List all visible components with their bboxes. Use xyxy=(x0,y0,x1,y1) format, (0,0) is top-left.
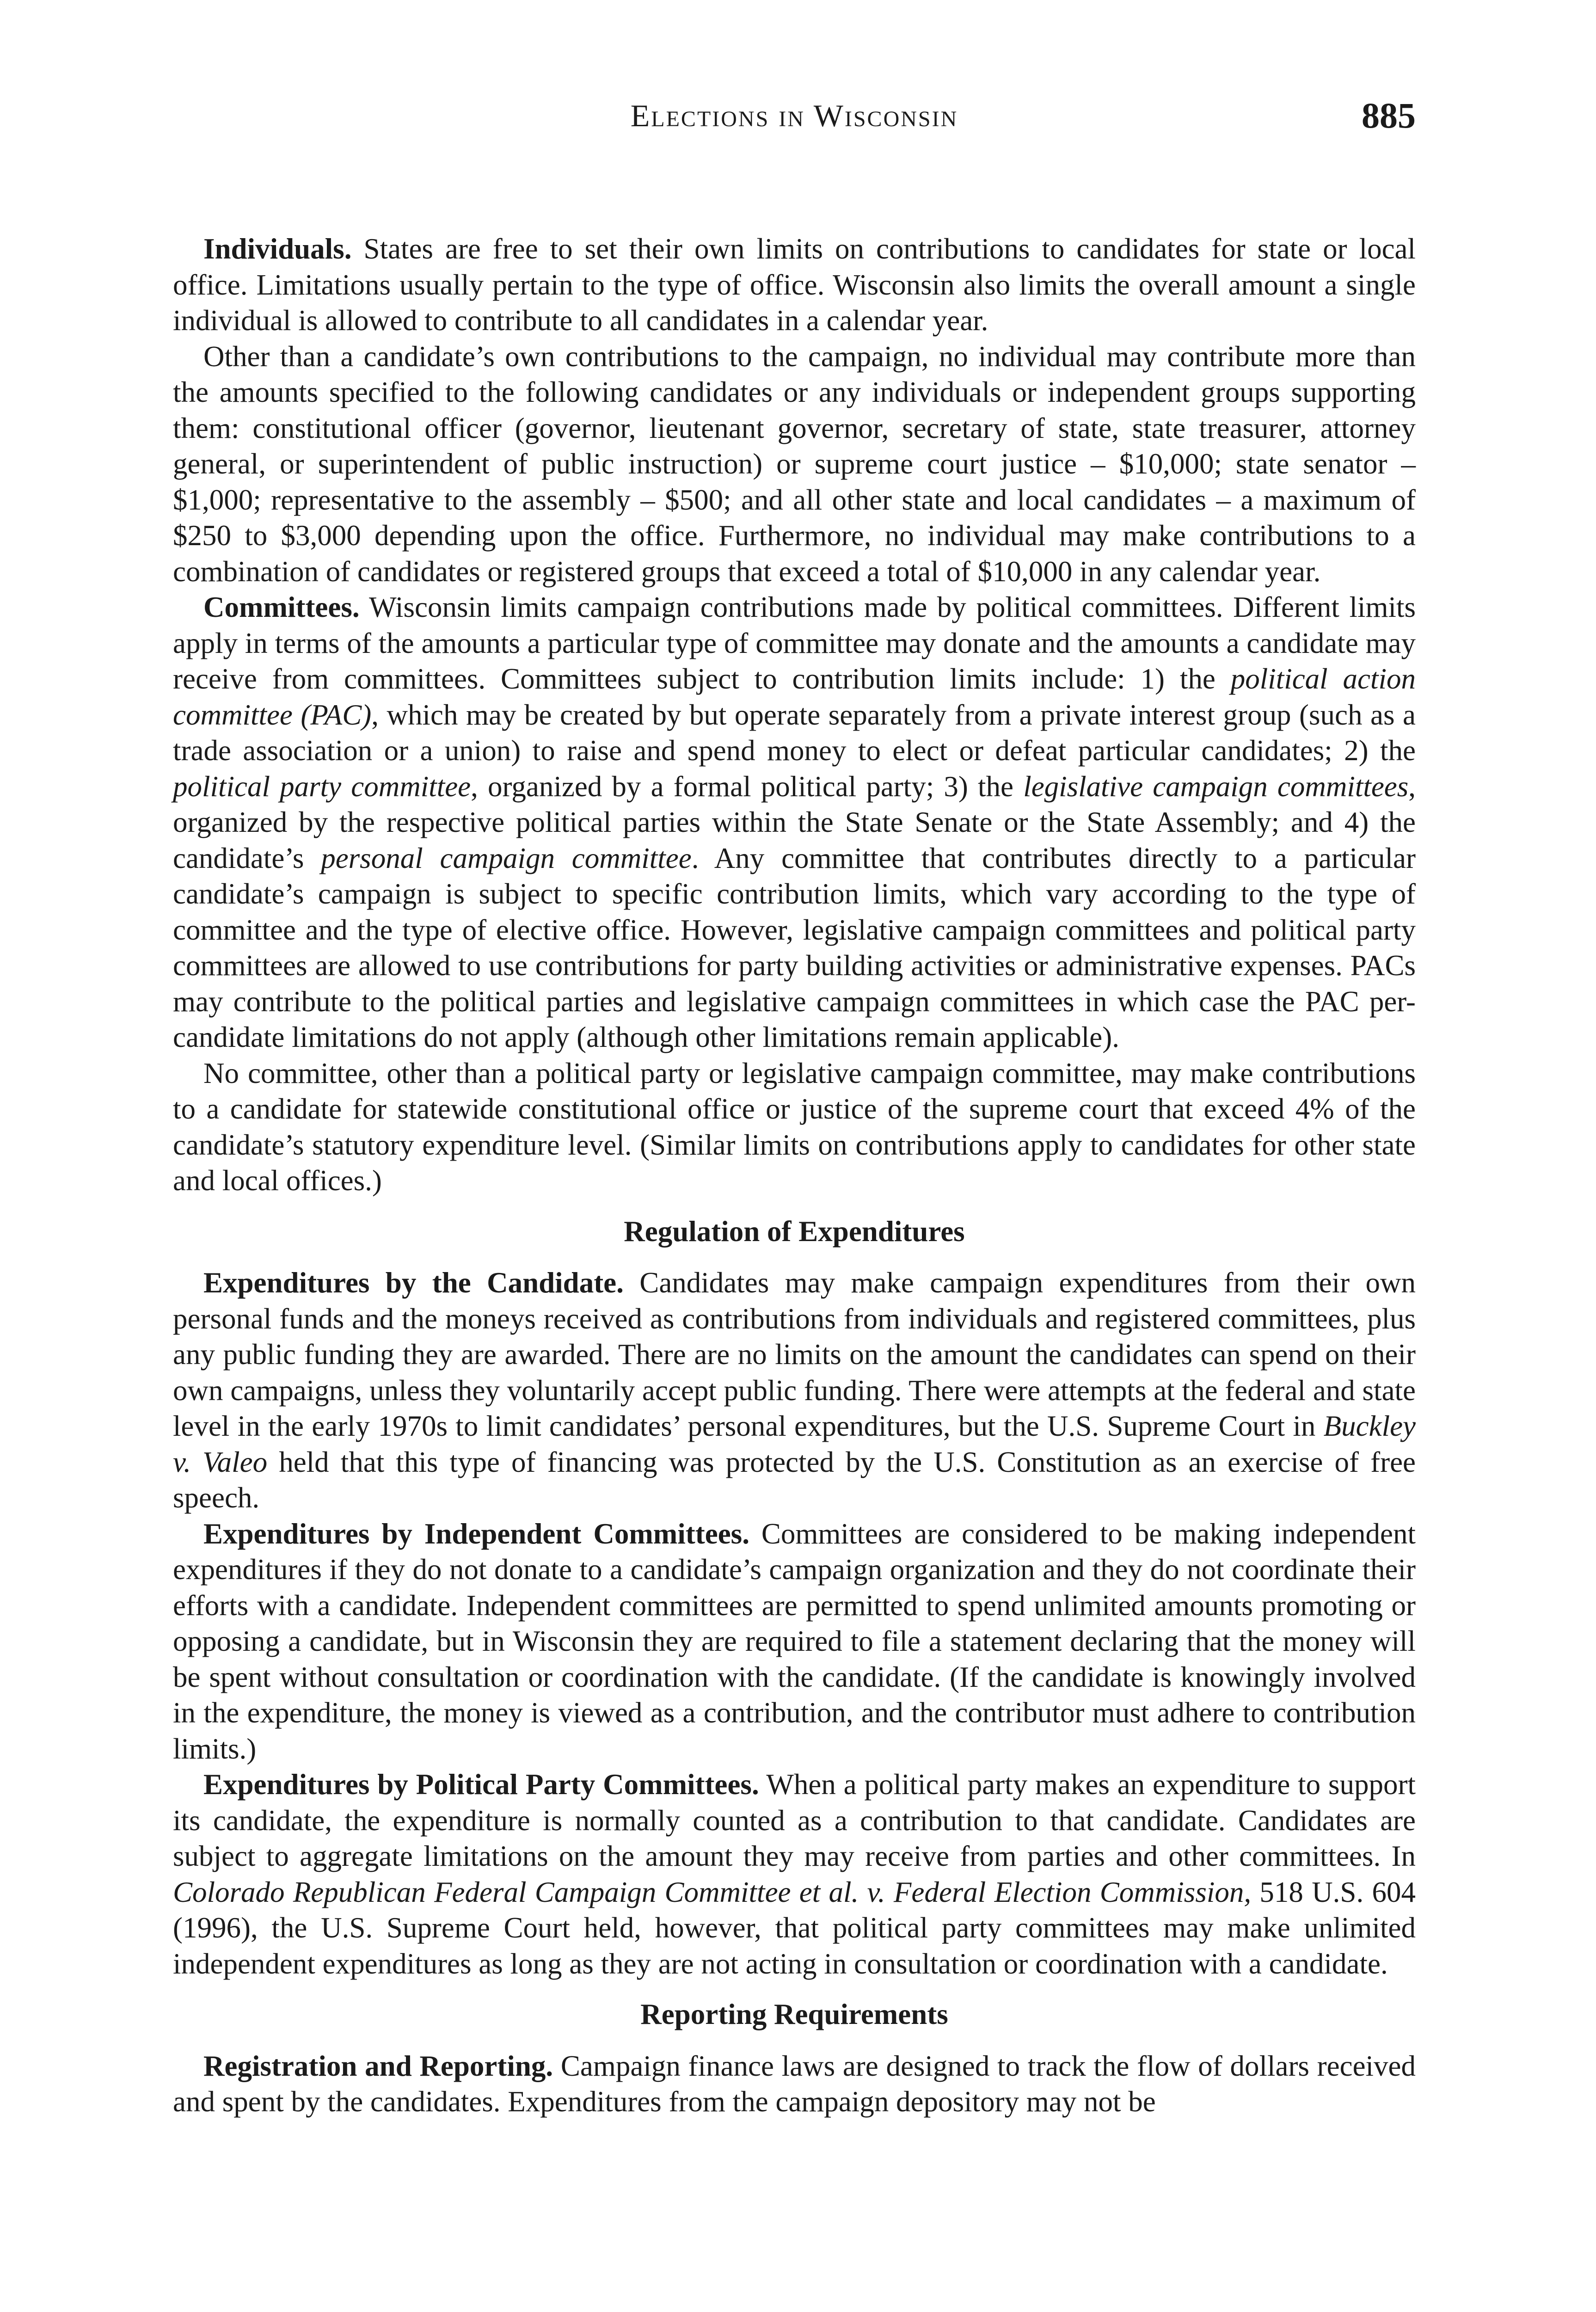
case-name: Colorado Republican Federal Campaign Committee et al. v. Federal Election Commission, xyxy=(173,1875,1252,1908)
paragraph-committee-limits xyxy=(173,1056,1416,1199)
paragraph-lead: Expenditures by the Candidate. xyxy=(203,1267,624,1299)
case-name: Buckley v. Valeo xyxy=(173,1410,1416,1478)
running-header xyxy=(173,90,1416,141)
paragraph-text: held that this type of financing was protected by the U.S. Constitution as an exercise of free speech. xyxy=(173,1445,1416,1514)
paragraph-text: States are free to set their own limits on contributions to candidates for state or local office. Limitations usually pertain to the type of office. Wisconsin also limits the overall amount a single individual is allowed to contribute to all candidates in a calendar year. xyxy=(173,233,1416,337)
paragraph-registration xyxy=(173,2048,1416,2120)
term-party-committee: political party committee xyxy=(173,770,471,803)
paragraph-lead: Expenditures by Independent Committees. xyxy=(203,1517,749,1550)
section-heading-reporting: Reporting Requirements xyxy=(640,1998,948,2030)
paragraph-expenditures-party xyxy=(173,1767,1416,1982)
paragraph-text: Committees are considered to be making independent expenditures if they do not donate to a candidate’s campaign organization and they do not coordinate their efforts with a candidate. Independent committees are permitted to spend unlimited amounts promoting or opposing a candidate, but in Wisconsin they are required to file a statement declaring that the money will be spent without consultation or coordination with the candidate. (If the candidate is knowingly involved in the expenditure, the money is viewed as a contribution, and the contributor must adhere to contribution limits.) xyxy=(173,1517,1416,1765)
term-legislative-committees: legislative campaign committees xyxy=(1023,770,1409,803)
paragraph-text: Wisconsin limits campaign contributions made by political committees. Different limits apply in terms of the amounts a particular type of committee may donate and the amounts a candidate may receive from committees. Committees subject to contribution limits include: 1) the xyxy=(173,591,1416,695)
running-title: Elections in Wisconsin xyxy=(630,98,958,133)
paragraph-text: Campaign finance laws are designed to track the flow of dollars received and spent by the candidates. Expenditures from the campaign depository may not be xyxy=(173,2049,1416,2118)
paragraph-text: Other than a candidate’s own contributions to the campaign, no individual may contribute more than the amounts specified to the following candidates or any individuals or independent groups supporting them: constitutional officer (governor, lieutenant governor, secretary of state, state treasurer, attorney general, or superintendent of public instruction) or supreme court justice – $10,000; state senator – $1,000; representative to the assembly – $500; and all other state and local candidates – a maximum of $250 to $3,000 depending upon the office. Furthermore, no individual may make contributions to a combination of candidates or registered groups that exceed a total of $10,000 in any calendar year. xyxy=(173,340,1416,588)
document-page xyxy=(173,0,1416,2312)
paragraph-text: , which may be created by but operate separately from a private interest group (such as a trade association or a union) to raise and spend money to elect or defeat particular candidates; 2) the xyxy=(173,698,1416,767)
section-heading-expenditures: Regulation of Expenditures xyxy=(624,1215,965,1248)
paragraph-lead: Expenditures by Political Party Committees. xyxy=(203,1768,759,1801)
body-text xyxy=(173,231,1416,2120)
paragraph-text: . Any committee that contributes directly to a particular candidate’s campaign is subject to specific contribution limits, which vary according to the type of committee and the type of elective office. However, legislative campaign committees and political party committees are allowed to use contributions for party building activities or administrative expenses. PACs may contribute to the political parties and legislative campaign committees in which case the PAC per-candidate limitations do not apply (although other limitations remain applicable). xyxy=(173,842,1416,1053)
term-personal-committee: personal campaign committee xyxy=(321,842,692,874)
paragraph-expenditures-candidate xyxy=(173,1265,1416,1516)
page-number: 885 xyxy=(1362,95,1416,135)
paragraph-lead: Committees. xyxy=(203,591,360,623)
paragraph-individual-limits xyxy=(173,339,1416,590)
paragraph-text: Candidates may make campaign expenditures from their own personal funds and the moneys received as contributions from individuals and registered committees, plus any public funding they are awarded. There are no limits on the amount the candidates can spend on their own campaigns, unless they voluntarily accept public funding. There were attempts at the federal and state level in the early 1970s to limit candidates’ personal expenditures, but the U.S. Supreme Court in xyxy=(173,1267,1416,1442)
term-pac: political action committee (PAC) xyxy=(173,663,1416,731)
paragraph-individuals xyxy=(173,231,1416,339)
paragraph-expenditures-independent xyxy=(173,1516,1416,1767)
paragraph-lead: Individuals. xyxy=(203,233,352,265)
paragraph-committees xyxy=(173,590,1416,1056)
paragraph-text: When a political party makes an expenditure to support its candidate, the expenditure is normally counted as a contribution to that candidate. Candidates are subject to aggregate limitations on the amount they may receive from parties and other committees. In xyxy=(173,1768,1416,1872)
paragraph-text: 518 U.S. 604 (1996), the U.S. Supreme Court held, however, that political party committees may make unlimited independent expenditures as long as they are not acting in consultation or coordination with a candidate. xyxy=(173,1875,1416,1980)
paragraph-text: No committee, other than a political party or legislative campaign committee, may make contributions to a candidate for statewide constitutional office or justice of the supreme court that exceed 4% of the candidate’s statutory expenditure level. (Similar limits on contributions apply to candidates for other state and local offices.) xyxy=(173,1057,1416,1197)
paragraph-text: , organized by the respective political parties within the State Senate or the State Assembly; and 4) the candidate’s xyxy=(173,770,1416,874)
paragraph-lead: Registration and Reporting. xyxy=(203,2049,553,2082)
paragraph-text: , organized by a formal political party; 3) the xyxy=(471,770,1014,803)
